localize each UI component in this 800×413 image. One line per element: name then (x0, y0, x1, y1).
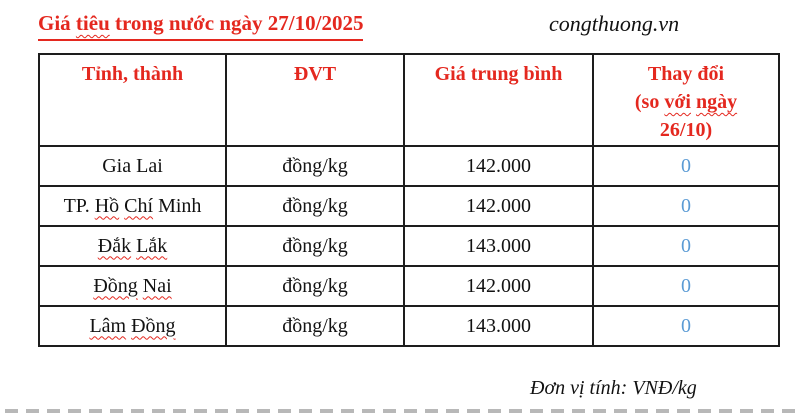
col-header-change-line2 (595, 88, 777, 116)
col-header-change-line1: Thay đổi (647, 63, 725, 85)
page-title (38, 9, 363, 41)
change-cell: 0 (593, 146, 779, 186)
province-cell (39, 146, 226, 186)
unit-cell: đồng/kg (226, 266, 404, 306)
text-part: Minh (153, 194, 202, 217)
misspelled-word: ngày (695, 91, 738, 113)
col-header-province-label: Tỉnh, thành (81, 63, 184, 85)
province-cell (39, 186, 226, 226)
text-part: TP. (63, 194, 95, 217)
price-cell: 143.000 (404, 226, 593, 266)
price-cell: 142.000 (404, 146, 593, 186)
table-row (39, 266, 779, 306)
text-part: Gia Lai (102, 154, 163, 177)
col-header-province (39, 54, 226, 146)
misspelled-word: Đắk (97, 234, 132, 257)
province-cell (39, 226, 226, 266)
source-watermark: congthuong.vn (549, 11, 680, 36)
col-header-unit (226, 54, 404, 146)
pepper-price-table (38, 53, 780, 347)
col-header-avg-price (404, 54, 593, 146)
change-cell: 0 (593, 266, 779, 306)
misspelled-word: tiêu (75, 11, 110, 35)
col-header-avg-price-label: Giá trung bình (434, 63, 563, 85)
unit-cell: đồng/kg (226, 146, 404, 186)
misspelled-word: Chí (124, 194, 154, 217)
price-cell: 143.000 (404, 306, 593, 346)
province-cell (39, 306, 226, 346)
text-part: (so (634, 91, 665, 113)
change-cell: 0 (593, 186, 779, 226)
table-row (39, 146, 779, 186)
misspelled-word: Đồng (131, 314, 176, 337)
province-cell (39, 266, 226, 306)
misspelled-word: Hồ (94, 194, 120, 217)
text-part: trong nước ngày 27/10/2025 (109, 11, 364, 35)
unit-cell: đồng/kg (226, 186, 404, 226)
misspelled-word: Nai (142, 274, 172, 297)
table-row (39, 186, 779, 226)
misspelled-word: Lâm (89, 314, 127, 337)
price-cell: 142.000 (404, 186, 593, 226)
table-row (39, 306, 779, 346)
misspelled-word: Đồng (93, 274, 138, 297)
change-cell: 0 (593, 306, 779, 346)
col-header-unit-label: ĐVT (293, 63, 337, 85)
unit-cell: đồng/kg (226, 226, 404, 266)
table-header-row (39, 54, 779, 146)
table-row (39, 226, 779, 266)
col-header-change (593, 54, 779, 146)
table-body (39, 146, 779, 346)
misspelled-word: với (664, 91, 691, 113)
cropped-bottom-dashes (5, 409, 795, 413)
unit-note: Đơn vị tính: VNĐ/kg (530, 377, 697, 399)
col-header-change-line3: 26/10) (659, 119, 713, 141)
change-cell: 0 (593, 226, 779, 266)
text-part: Giá (38, 11, 76, 35)
unit-cell: đồng/kg (226, 306, 404, 346)
price-cell: 142.000 (404, 266, 593, 306)
misspelled-word: Lắk (136, 234, 168, 257)
